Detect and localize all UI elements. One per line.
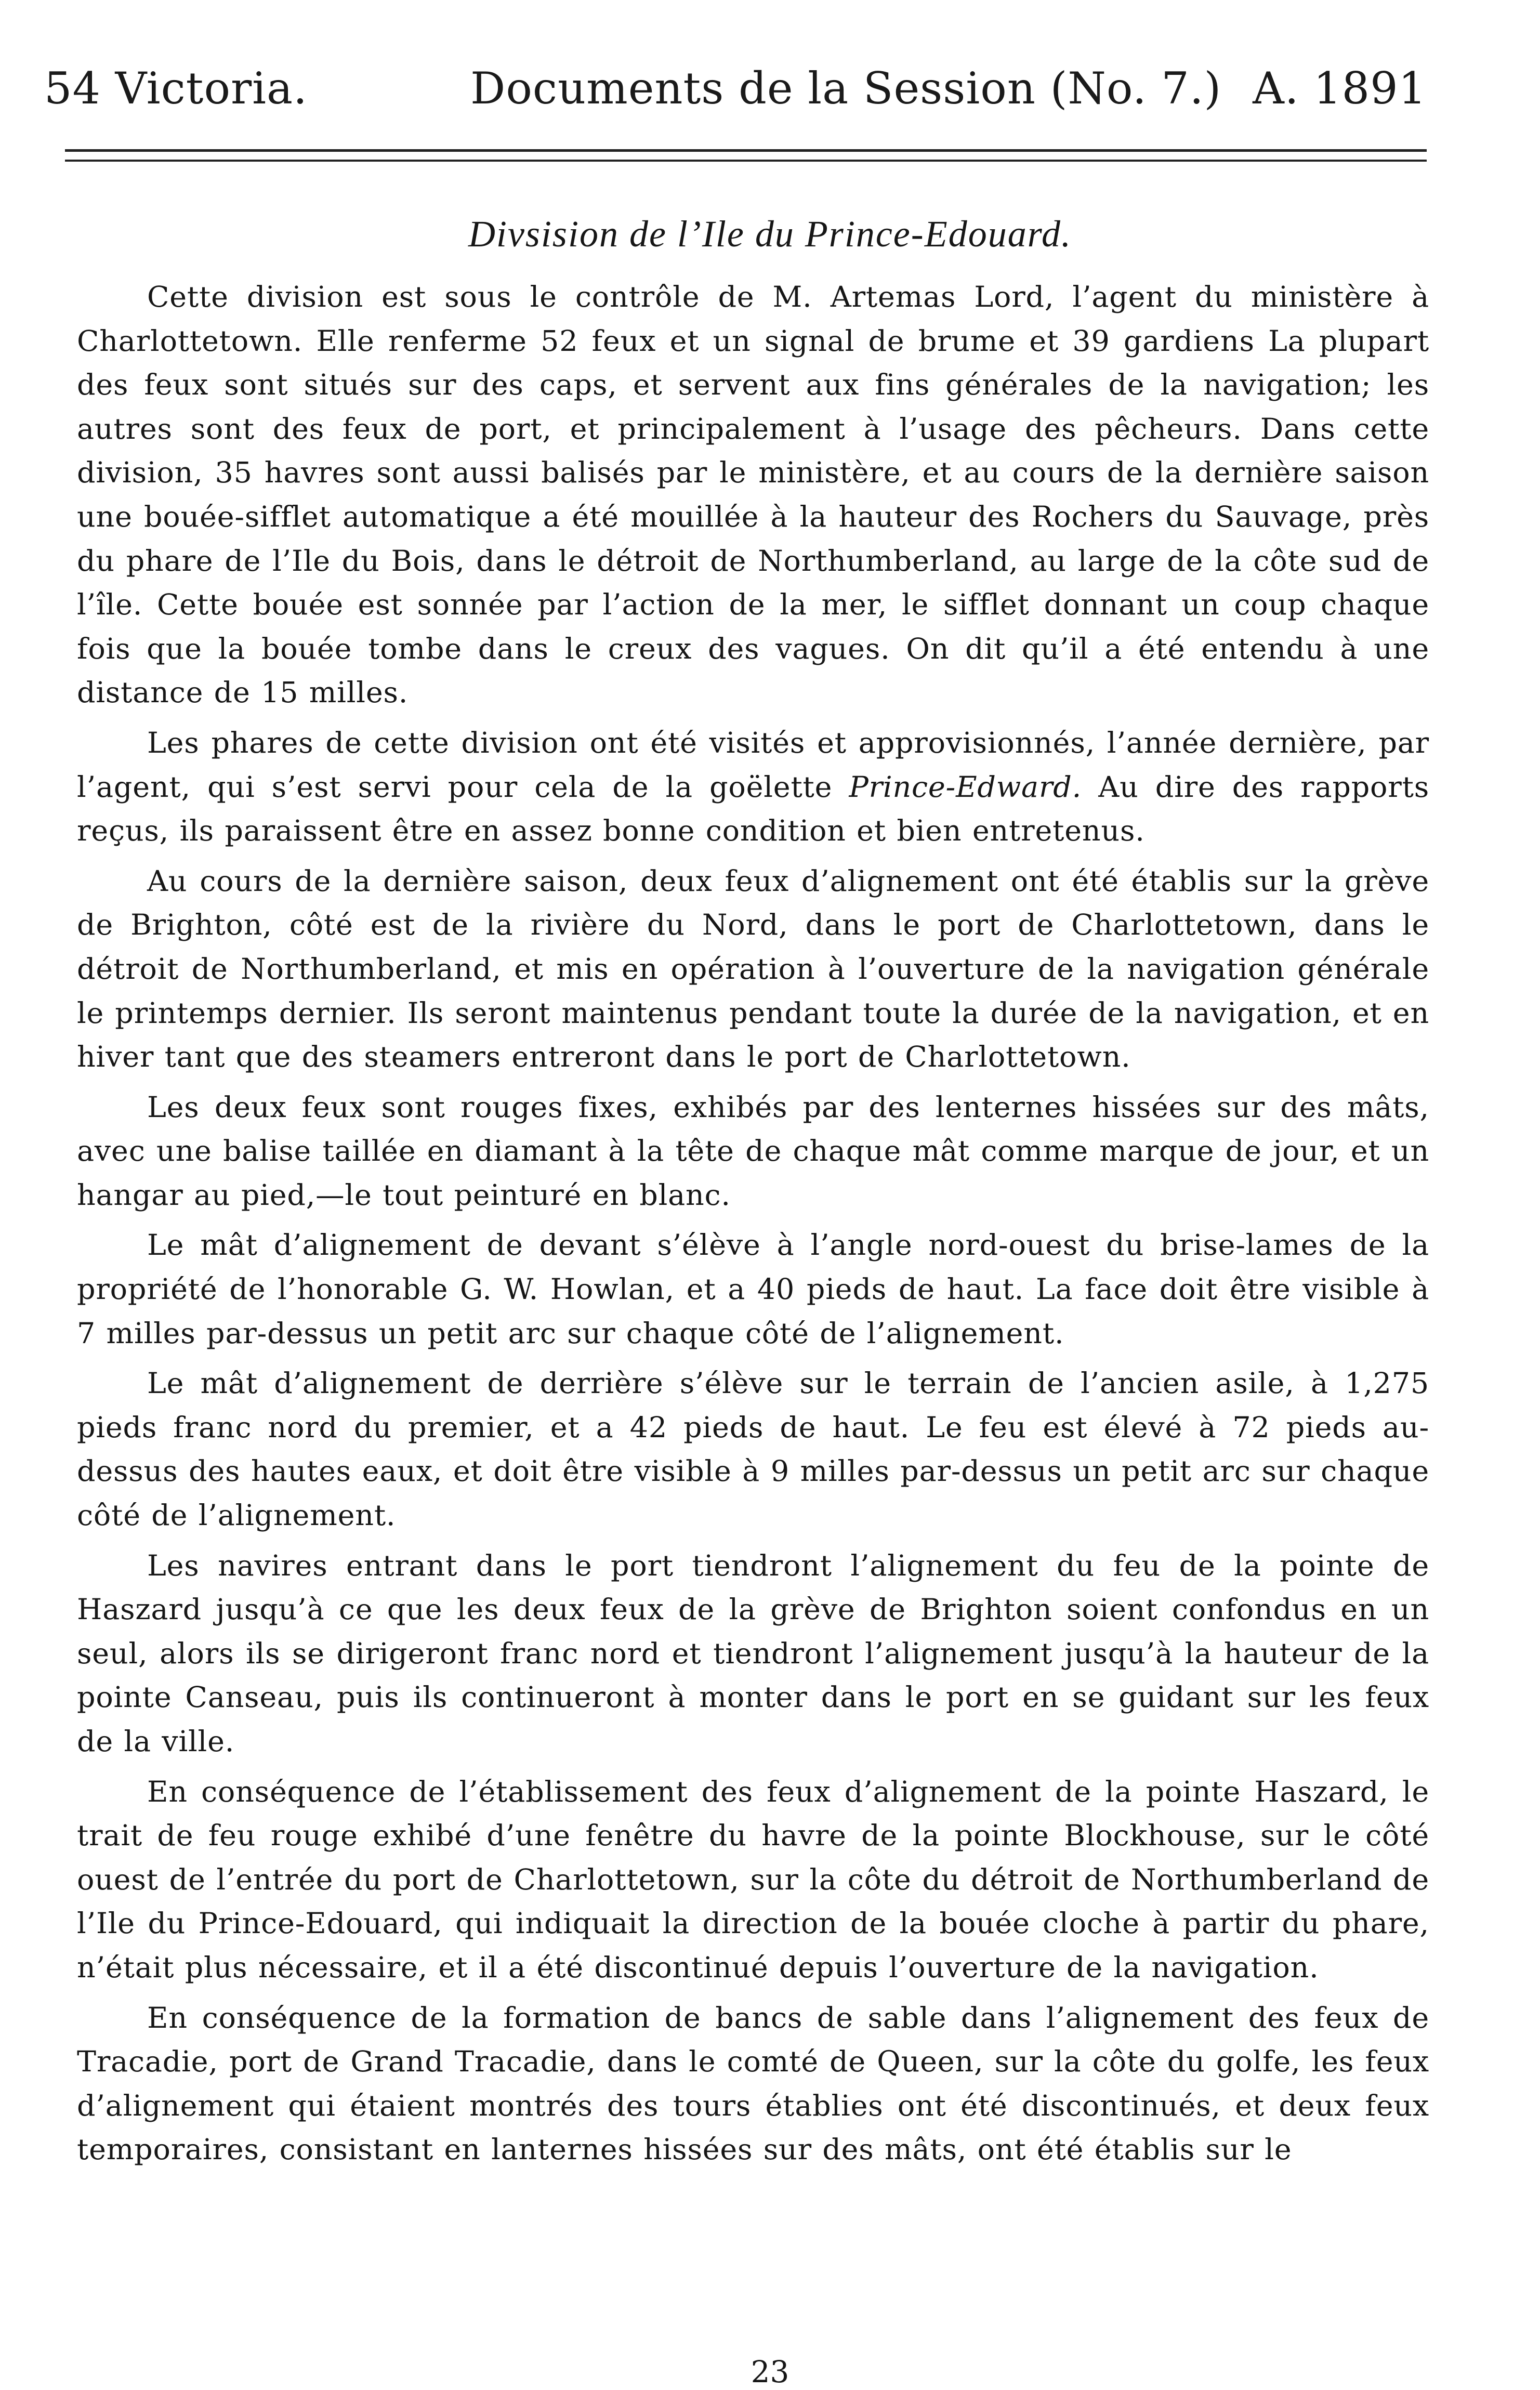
- paragraph: Cette division est sous le contrôle de M. Artemas Lord, l’agent du ministère à Charlottetown. Elle renferme 52 feux et un signal de brume et 39 gardiens La plupart des feux sont situés sur des caps, et servent aux fins générales de la navigation; les autres sont des feux de port, et principalement à l’usage des pêcheurs. Dans cette division, 35 havres sont aussi balisés par le ministère, et au cours de la dernière saison une bouée-sifflet automatique a été mouillée à la hauteur des Rochers du Sauvage, près du phare de l’Ile du Bois, dans le détroit de Northumberland, au large de la côte sud de l’île. Cette bouée est sonnée par l’action de la mer, le sifflet donnant un coup chaque fois que la bouée tombe dans le creux des vagues. On dit qu’il a été entendu à une distance de 15 milles.: [77, 280, 1429, 710]
- paragraph: Le mât d’alignement de devant s’élève à l’angle nord-ouest du brise-lames de la propriété de l’honorable G. W. Howlan, et a 40 pieds de haut. La face doit être visible à 7 milles par-dessus un petit arc sur chaque côté de l’alignement.: [77, 1228, 1429, 1350]
- ship-name: Prince-Edward.: [849, 770, 1082, 804]
- paragraph: [77, 721, 1429, 853]
- header-volume: 54 Victoria.: [44, 63, 308, 114]
- body-text: [77, 275, 1429, 2178]
- running-header: [44, 57, 1427, 120]
- paragraph: Au cours de la dernière saison, deux feux d’alignement ont été établis sur la grève de Brighton, côté est de la rivière du Nord, dans le port de Charlottetown, dans le détroit de Northumberland, et mis en opération à l’ouverture de la navigation générale le printemps dernier. Ils seront maintenus pendant toute la durée de la navigation, et en hiver tant que des steamers entreront dans le port de Charlottetown.: [77, 864, 1429, 1074]
- paragraph: En conséquence de l’établissement des feux d’alignement de la pointe Haszard, le trait de feu rouge exhibé d’une fenêtre du havre de la pointe Blockhouse, sur le côté ouest de l’entrée du port de Charlottetown, sur la côte du détroit de Northumberland de l’Ile du Prince-Edouard, qui indiquait la direction de la bouée cloche à partir du phare, n’était plus nécessaire, et il a été discontinué depuis l’ouverture de la navigation.: [77, 1775, 1429, 1985]
- header-rule-top: [65, 149, 1427, 152]
- header-rule-bottom: [65, 160, 1427, 162]
- paragraph: En conséquence de la formation de bancs de sable dans l’alignement des feux de Tracadie, port de Grand Tracadie, dans le comté de Queen, sur la côte du golfe, les feux d’alignement qui étaient montrés des tours établies ont été discontinués, et deux feux temporaires, consistant en lanternes hissées sur des mâts, ont été établis sur le: [77, 2001, 1429, 2167]
- header-year: A. 1891: [1253, 63, 1427, 114]
- page-number: 23: [751, 2354, 789, 2389]
- paragraph: Les navires entrant dans le port tiendront l’alignement du feu de la pointe de Haszard jusqu’à ce que les deux feux de la grève de Brighton soient confondus en un seul, alors ils se dirigeront franc nord et tiendront l’alignement jusqu’à la hauteur de la pointe Canseau, puis ils continueront à monter dans le port en se guidant sur les feux de la ville.: [77, 1548, 1429, 1758]
- paragraph-text: Au dire des rapports reçus, ils paraissent être en assez bonne condition et bien entretenus.: [77, 770, 1429, 848]
- section-title: Divsision de l’Ile du Prince-Edouard.: [468, 213, 1072, 255]
- paragraph: Le mât d’alignement de derrière s’élève sur le terrain de l’ancien asile, à 1,275 pieds franc nord du premier, et a 42 pieds de haut. Le feu est élevé à 72 pieds au-dessus des hautes eaux, et doit être visible à 9 milles par-dessus un petit arc sur chaque côté de l’alignement.: [77, 1367, 1429, 1533]
- paragraph-text: Les phares de cette division ont été visités et approvisionnés, l’année dernière, par l’agent, qui s’est servi pour cela de la goëlette: [77, 726, 1429, 804]
- header-title: Documents de la Session (No. 7.): [470, 63, 1222, 114]
- paragraph: Les deux feux sont rouges fixes, exhibés par des lenternes hissées sur des mâts, avec une balise taillée en diamant à la tête de chaque mât comme marque de jour, et un hangar au pied,—le tout peinturé en blanc.: [77, 1090, 1429, 1212]
